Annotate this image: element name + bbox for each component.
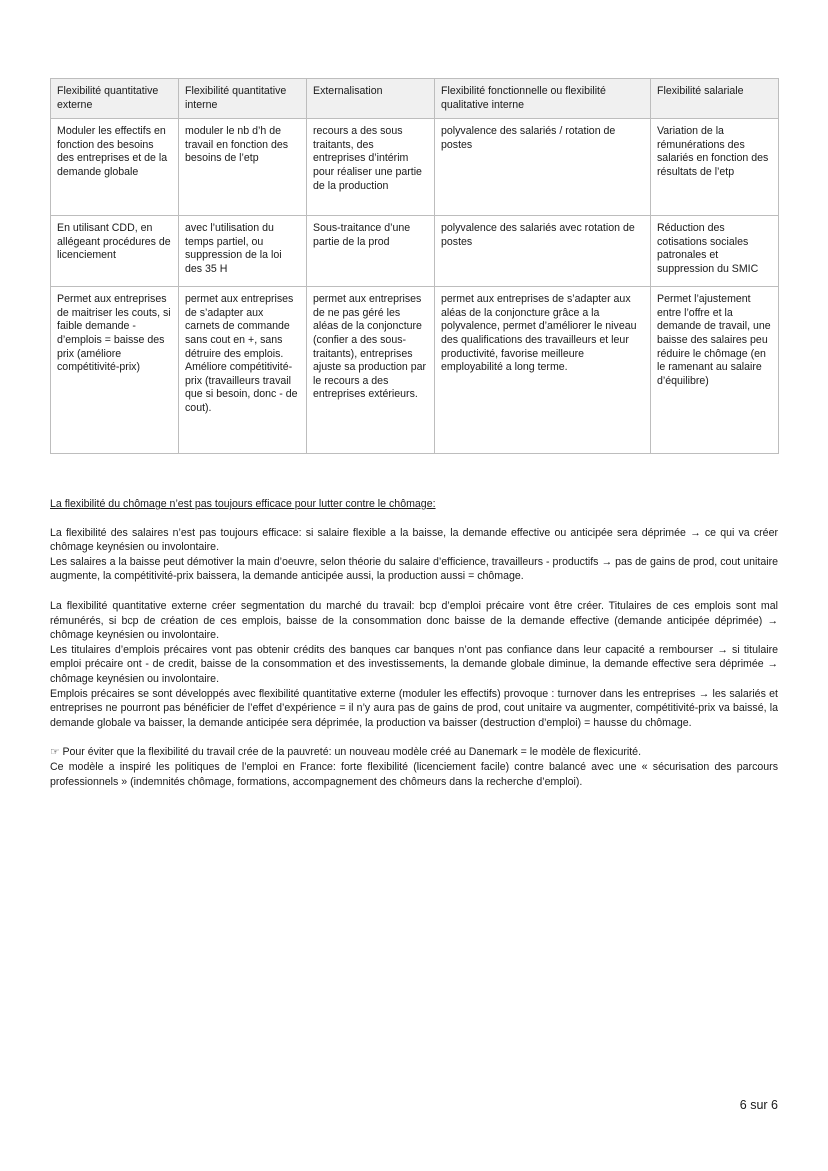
header-salariale: Flexibilité salariale <box>651 79 779 119</box>
table-cell: permet aux entreprises de s’adapter aux aléas de la conjoncture grâce a la polyvalence, permet d’améliorer le niveau des qualifications des travailleurs et leur productivité, favorise meilleure employabilité a long terme. <box>435 287 651 454</box>
paragraph: ☞ Pour éviter que la flexibilité du travail crée de la pauvreté: un nouveau modèle créé au Danemark = le modèle de flexicurité. <box>50 746 642 759</box>
table-cell: moduler le nb d’h de travail en fonction des besoins de l’etp <box>179 119 307 216</box>
paragraph: Les salaires a la baisse peut démotiver la main d’oeuvre, selon théorie du salaire d’efficience, travailleurs - productifs → pas de gains de prod, cout unitaire augmente, la compétitivité-prix baissera, la demande anticipée aussi, la production aussi = chômage. <box>50 555 778 583</box>
table-cell: Réduction des cotisations sociales patronales et suppression du SMIC <box>651 216 779 287</box>
table-cell: Permet aux entreprises de maitriser les couts, si faible demande - d’emplois = baisse des prix (améliore compétitivité-prix) <box>51 287 179 454</box>
table-cell: Permet l’ajustement entre l’offre et la demande de travail, une baisse des salaires peu réduire le chômage (en le ramenant au salaire d’équilibre) <box>651 287 779 454</box>
table-cell: Variation de la rémunérations des salariés en fonction des résultats de l’etp <box>651 119 779 216</box>
table-row <box>51 119 779 216</box>
table-row <box>51 216 779 287</box>
paragraph: La flexibilité quantitative externe créer segmentation du marché du travail: bcp d’emploi précaire vont être créer. Titulaires de ces emplois sont mal rémunérés, si bcp de création de ces emplois, baisse de la consommation donc baisse de la demande effective (demande anticipée déprimée) → chômage keynésien ou involontaire. <box>50 599 778 642</box>
header-externalisation: Externalisation <box>307 79 435 119</box>
table-cell: polyvalence des salariés avec rotation de postes <box>435 216 651 287</box>
table-cell: recours a des sous traitants, des entreprises d’intérim pour réaliser une partie de la production <box>307 119 435 216</box>
header-quantitative-externe: Flexibilité quantitative externe <box>51 79 179 119</box>
header-fonctionnelle: Flexibilité fonctionnelle ou flexibilité qualitative interne <box>435 79 651 119</box>
table-cell: permet aux entreprises de s’adapter aux carnets de commande sans cout en +, sans détruire des emplois. Améliore compétitivité-prix (travailleurs travail que si besoin, donc - de cout). <box>179 287 307 454</box>
table-header-row <box>51 79 779 119</box>
paragraph: Ce modèle a inspiré les politiques de l’emploi en France: forte flexibilité (licenciement facile) contre balancé avec une « sécurisation des parcours professionnels » (indemnités chômage, formations, accompagnement des chômeurs dans la recherche d’emploi). <box>50 760 778 788</box>
paragraph: Les titulaires d’emplois précaires vont pas obtenir crédits des banques car banques n’ont pas confiance dans leur capacité a rembourser → si titulaire emploi précaire ont - de credit, baisse de la consommation et des investissements, la demande globale diminue, la demande effective sera déprimée → chômage keynésien ou involontaire. <box>50 643 778 685</box>
page-number: 6 sur 6 <box>739 1098 778 1112</box>
table-cell: polyvalence des salariés / rotation de postes <box>435 119 651 216</box>
header-quantitative-interne: Flexibilité quantitative interne <box>179 79 307 119</box>
paragraph: Emplois précaires se sont développés avec flexibilité quantitative externe (moduler les effectifs) provoque : turnover dans les entreprises → les salariés et entreprises ne pourront pas bénéficier de l’effet d’expérience = il n’y aura pas de gains de prod, cout unitaire va augmenter, compétitivité-prix va baissé, la demande globale va baisser, la demande anticipée sera déprimée, la production va baisser (destruction d’emploi) = hausse du chômage. <box>50 687 778 729</box>
table-cell: En utilisant CDD, en allégeant procédures de licenciement <box>51 216 179 287</box>
paragraph: La flexibilité des salaires n’est pas toujours efficace: si salaire flexible a la baisse, la demande effective ou anticipée sera déprimée → ce qui va créer chômage keynésien ou involontaire. <box>50 526 778 554</box>
section-heading: La flexibilité du chômage n’est pas toujours efficace pour lutter contre le chômage: <box>50 498 436 510</box>
table-cell: avec l’utilisation du temps partiel, ou suppression de la loi des 35 H <box>179 216 307 287</box>
table-row <box>51 287 779 454</box>
table-cell: permet aux entreprises de ne pas géré les aléas de la conjoncture (confier a des sous-traitants), entreprises ajuste sa production par le recours a des entreprises extérieurs. <box>307 287 435 454</box>
table-cell: Sous-traitance d’une partie de la prod <box>307 216 435 287</box>
flexibility-table <box>50 78 779 454</box>
body-text <box>50 497 778 789</box>
table-cell: Moduler les effectifs en fonction des besoins des entreprises et de la demande globale <box>51 119 179 216</box>
